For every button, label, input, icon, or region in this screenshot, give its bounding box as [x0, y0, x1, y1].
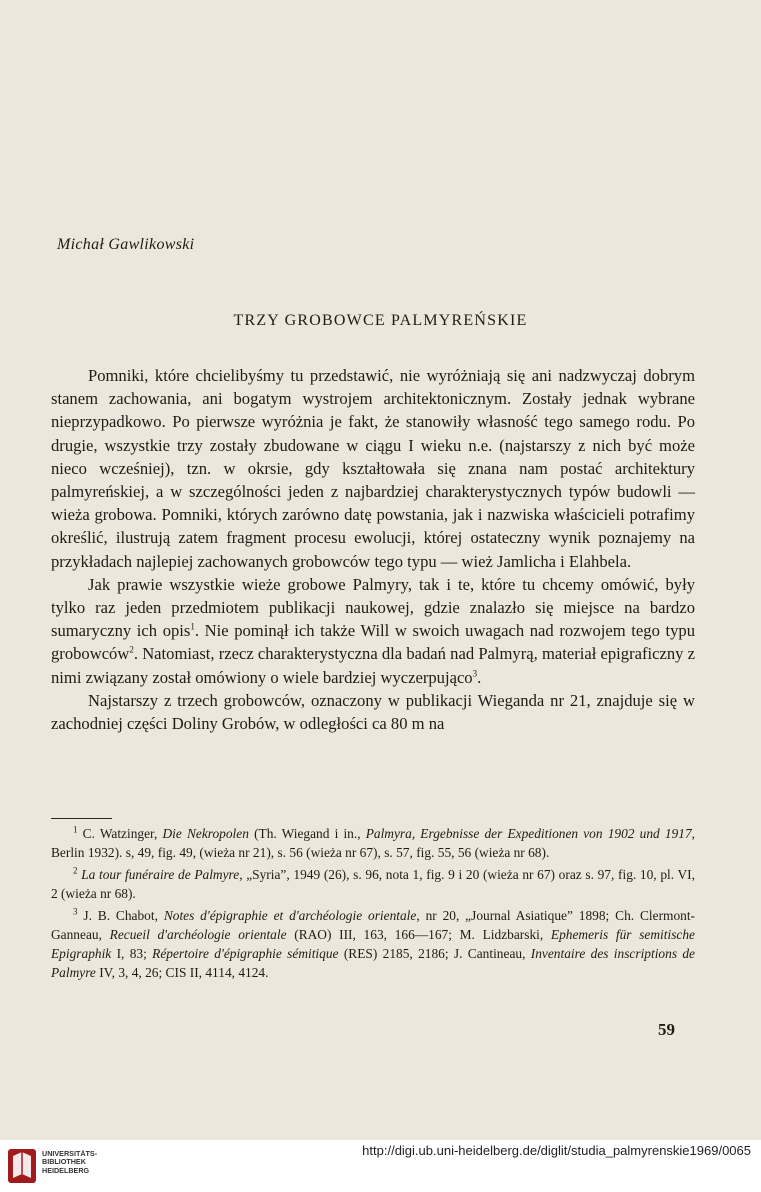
article-body — [51, 364, 695, 735]
italic-text: La tour funéraire de Palmyre — [81, 867, 240, 882]
italic-text: Notes d'épigraphie et d'archéologie orientale — [163, 908, 417, 923]
text-run: Najstarszy z trzech grobowców, oznaczony w publikacji Wieganda nr 21, znajduje się w zachodniej części Doliny Grobów, w odległości ca 80 m na — [51, 690, 695, 734]
italic-text: Répertoire d'épigraphie sémitique — [152, 946, 339, 961]
footnote-marker: 1 — [73, 824, 78, 835]
footnote — [51, 906, 695, 982]
paragraph — [51, 573, 695, 689]
italic-text: Recueil d'archéologie orientale — [109, 927, 287, 942]
text-run: IV, 3, 4, 26; CIS II, 4114, 4124. — [95, 965, 269, 980]
footnote — [51, 865, 695, 903]
text-run: I, 83; — [111, 946, 153, 961]
text-run: , Berlin 1932). s, 49, fig. 49, (wieża nr 21), s. 56 (wieża nr 67), s. 57, fig. 55, 56 (wieża nr 68). — [51, 826, 695, 860]
text-run: (Th. Wiegand i in., — [248, 826, 366, 841]
footnote — [51, 824, 695, 862]
footnote-marker: 3 — [472, 668, 478, 679]
footnote-marker: 1 — [190, 621, 195, 632]
library-name-line: BIBLIOTHEK — [42, 1157, 86, 1167]
article-title: TRZY GROBOWCE PALMYREŃSKIE — [233, 312, 528, 329]
italic-text: Ephemeris für semitische Epigraphik — [51, 927, 695, 961]
library-name-line: UNIVERSITÄTS- — [42, 1149, 98, 1158]
library-name — [42, 1150, 97, 1175]
text-run: . — [477, 667, 482, 687]
digitization-footer — [0, 1140, 761, 1192]
text-run: J. B. Chabot, — [77, 908, 164, 923]
italic-text: Palmyra, Ergebnisse der Expeditionen von 1902 und 1917 — [365, 826, 692, 841]
page-number: 59 — [658, 1020, 675, 1039]
university-library-logo-icon — [7, 1146, 37, 1186]
text-run: (RES) 2185, 2186; J. Cantineau, — [338, 946, 531, 961]
text-run: (RAO) III, 163, 166—167; M. Lidzbarski, — [286, 927, 551, 942]
text-run: Jak prawie wszystkie wieże grobowe Palmyry, tak i te, które tu chcemy omówić, były tylko raz jeden przedmiotem publikacji naukowej, gdzie znalazło się miejsce na bardzo sumaryczny ich opis — [51, 574, 695, 641]
footnote-divider — [51, 818, 112, 819]
library-name-line: HEIDELBERG — [42, 1165, 90, 1175]
footnotes — [51, 824, 695, 985]
author-name: Michał Gawlikowski — [57, 236, 195, 253]
italic-text: Inventaire des inscriptions de Palmyre — [51, 946, 696, 980]
text-run: , „Syria”, 1949 (26), s. 96, nota 1, fig. 9 i 20 (wieża nr 67) oraz s. 97, fig. 10, pl. VI, 2 (wieża nr 68). — [51, 867, 695, 901]
paragraph — [51, 364, 695, 573]
text-run: . Nie pominął ich także Will w swoich uwagach nad rozwojem tego typu grobowców — [51, 621, 695, 664]
text-run: Pomniki, które chcielibyśmy tu przedstawić, nie wyróżniają się ani nadzwyczaj dobrym stanem zachowania, ani bogatym wystrojem architektonicznym. Zostały jednak wybrane nieprzypadkowo. Po pierwsze wyróżnia je fakt, że stanowiły własność tego samego rodu. Po drugie, wszystkie trzy zostały zbudowane w ciągu I wieku n.e. (najstarszy z nich być może nieco wcześniej), tzn. w okrsie, gdy kształtowała się znana nam postać architektury palmyreńskiej, a w szczególności jeden z najbardziej charakterystycznych typów budowli — wieża grobowa. Pomniki, których zarówno datę powstania, jak i nazwiska właścicieli potrafimy określić, ilustrują zatem fragment procesu ewolucji, której ostateczny wynik poznajemy na przykładach najlepiej zachowanych grobowców tego typu — wież Jamlicha i Elahbela. — [51, 366, 695, 571]
text-run: . Natomiast, rzecz charakterystyczna dla badań nad Palmyrą, materiał epigraficzny z nimi związany został omówiony o wiele bardziej wyczerpująco — [51, 644, 695, 687]
source-url-link[interactable]: http://digi.ub.uni-heidelberg.de/diglit/studia_palmyrenskie1969/0065 — [362, 1143, 751, 1158]
footnote-marker: 2 — [73, 865, 78, 876]
footnote-marker: 3 — [73, 906, 78, 917]
footnote-marker: 2 — [129, 644, 134, 655]
text-run: , nr 20, „Journal Asiatique” 1898; Ch. Clermont-Ganneau, — [51, 908, 696, 942]
paragraph — [51, 689, 695, 735]
italic-text: Die Nekropolen — [162, 826, 249, 841]
text-run: C. Watzinger, — [77, 826, 163, 841]
